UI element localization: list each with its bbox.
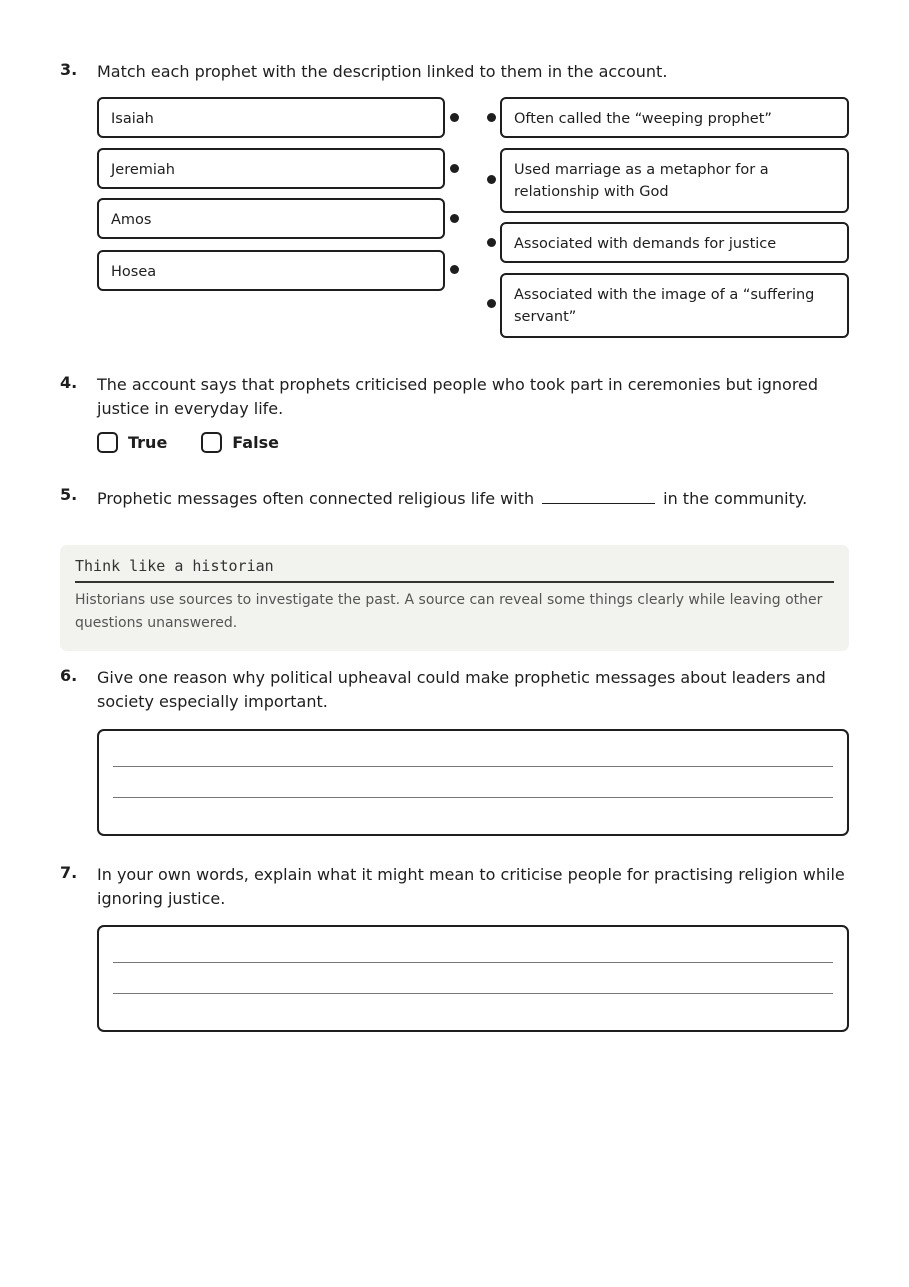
question-text-after: in the community. xyxy=(663,489,808,508)
question-number: 3. xyxy=(60,60,78,79)
think-like-historian-box xyxy=(60,545,849,651)
match-dot-right[interactable] xyxy=(487,238,496,247)
question-5 xyxy=(60,485,849,511)
info-body: Historians use sources to investigate the past. A source can reveal some things clearly while leaving other questions unanswered. xyxy=(75,592,823,631)
question-number: 5. xyxy=(60,485,78,504)
match-right-weeping-prophet[interactable]: Often called the “weeping prophet” xyxy=(500,97,849,138)
answer-line xyxy=(113,993,833,994)
option-true[interactable] xyxy=(97,432,167,453)
true-label: True xyxy=(128,433,168,452)
match-dot-left[interactable] xyxy=(450,164,459,173)
match-left-jeremiah[interactable]: Jeremiah xyxy=(97,148,445,189)
question-3 xyxy=(60,60,849,84)
match-dot-left[interactable] xyxy=(450,265,459,274)
match-dot-left[interactable] xyxy=(450,214,459,223)
question-text: Match each prophet with the description linked to them in the account. xyxy=(97,62,668,81)
true-false-group xyxy=(97,432,313,453)
question-text xyxy=(97,485,849,511)
question-4 xyxy=(60,373,849,421)
answer-line xyxy=(113,962,833,963)
false-checkbox[interactable] xyxy=(201,432,222,453)
question-6 xyxy=(60,666,849,714)
match-dot-left[interactable] xyxy=(450,113,459,122)
match-left-amos[interactable]: Amos xyxy=(97,198,445,239)
question-number: 4. xyxy=(60,373,78,392)
match-dot-right[interactable] xyxy=(487,113,496,122)
match-right-justice[interactable]: Associated with demands for justice xyxy=(500,222,849,263)
false-label: False xyxy=(232,433,279,452)
question-number: 6. xyxy=(60,666,78,685)
answer-line xyxy=(113,797,833,798)
match-right-suffering-servant[interactable]: Associated with the image of a “suffering servant” xyxy=(500,273,849,338)
match-left-isaiah[interactable]: Isaiah xyxy=(97,97,445,138)
match-dot-right[interactable] xyxy=(487,175,496,184)
match-left-hosea[interactable]: Hosea xyxy=(97,250,445,291)
option-false[interactable] xyxy=(201,432,279,453)
match-dot-right[interactable] xyxy=(487,299,496,308)
answer-line xyxy=(113,766,833,767)
info-title: Think like a historian xyxy=(75,557,834,583)
answer-box-7[interactable] xyxy=(97,925,849,1032)
question-text: The account says that prophets criticised people who took part in ceremonies but ignored justice in everyday life. xyxy=(97,375,819,418)
question-text: In your own words, explain what it might mean to criticise people for practising religion while ignoring justice. xyxy=(97,865,845,908)
match-right-marriage-metaphor[interactable]: Used marriage as a metaphor for a relationship with God xyxy=(500,148,849,213)
true-checkbox[interactable] xyxy=(97,432,118,453)
question-text-before: Prophetic messages often connected religious life with xyxy=(97,489,535,508)
question-number: 7. xyxy=(60,863,78,882)
question-text: Give one reason why political upheaval could make prophetic messages about leaders and society especially important. xyxy=(97,668,826,711)
fill-in-blank[interactable] xyxy=(542,485,655,504)
answer-box-6[interactable] xyxy=(97,729,849,836)
question-7 xyxy=(60,863,849,911)
